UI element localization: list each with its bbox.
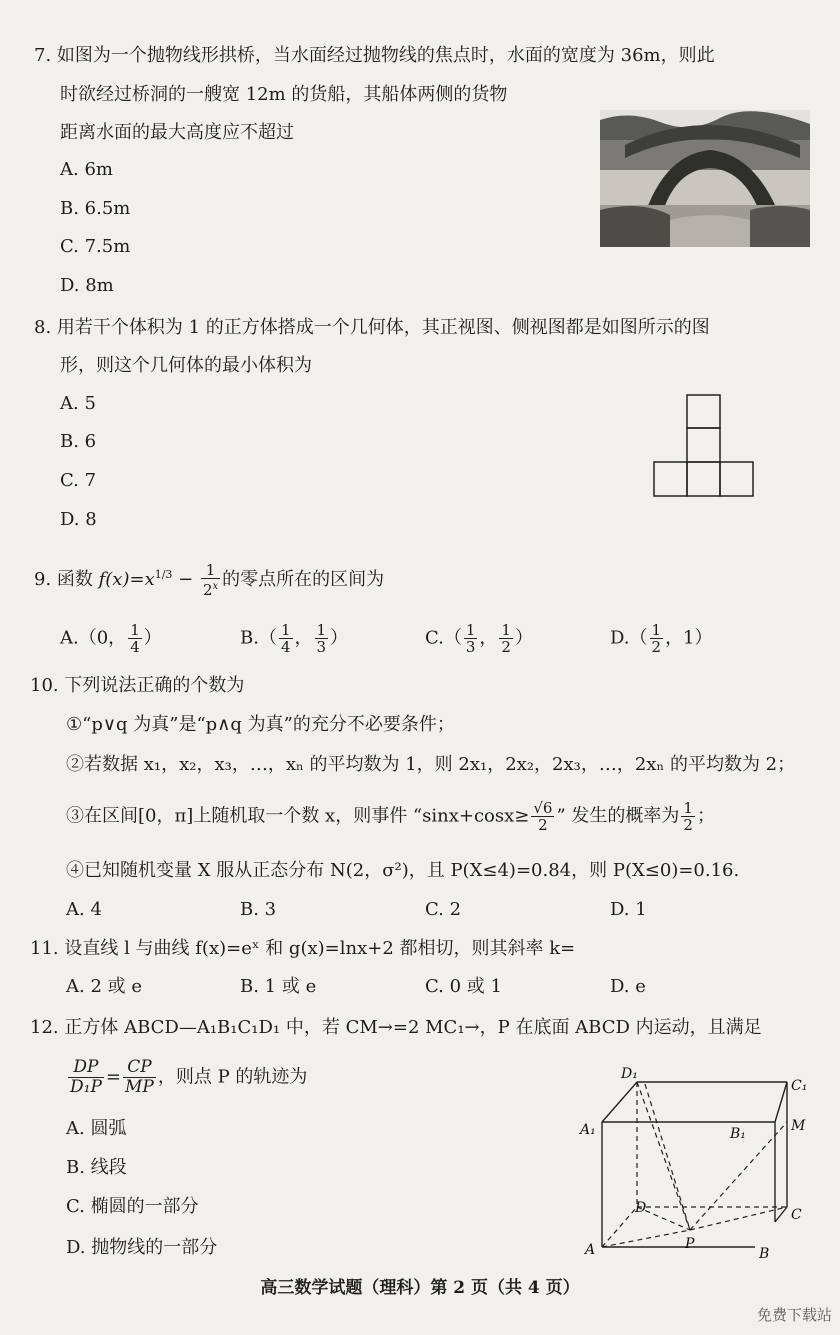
q10-statement-3: ③在区间[0，π]上随机取一个数 x，则事件 “sinx+cosx≥ $\frac{√6}{2}$ ” 发生的概率为 $\frac{1}{2}$ ； — [66, 799, 715, 834]
q8-option-d: D. 8 — [60, 509, 97, 530]
label-c: C — [791, 1207, 802, 1223]
q7-line3: 距离水面的最大高度应不超过 — [60, 122, 294, 143]
label-d1: D₁ — [621, 1066, 638, 1082]
label-m: M — [791, 1118, 806, 1134]
label-b1: B₁ — [730, 1126, 746, 1142]
q11-option-d: D. e — [610, 976, 646, 997]
q7-line1: 7. 如图为一个抛物线形拱桥，当水面经过抛物线的焦点时，水面的宽度为 36m，则此 — [34, 45, 715, 66]
page-footer: 高三数学试题（理科）第 2 页（共 4 页） — [260, 1278, 580, 1298]
q10-option-d: D. 1 — [610, 899, 647, 920]
q7-option-c: C. 7.5m — [60, 236, 131, 257]
q12-line1: 12. 正方体 ABCD—A₁B₁C₁D₁ 中，若 CM→=2 MC₁→，P 在底面 ABCD 内运动，且满足 — [30, 1017, 762, 1038]
cube-figure — [575, 1062, 815, 1262]
q7-option-d: D. 8m — [60, 275, 114, 296]
label-a: A — [585, 1242, 596, 1258]
q8-option-c: C. 7 — [60, 470, 97, 491]
q10-statement-4: ④已知随机变量 X 服从正态分布 N(2，σ²)，且 P(X≤4)=0.84，则 P(X≤0)=0.16. — [66, 860, 740, 881]
label-a1: A₁ — [580, 1122, 596, 1138]
q7-option-a: A. 6m — [60, 159, 113, 180]
q10-option-c: C. 2 — [425, 899, 462, 920]
q11-option-a: A. 2 或 e — [66, 976, 142, 997]
q8-line2: 形，则这个几何体的最小体积为 — [60, 355, 312, 376]
label-p: P — [685, 1236, 695, 1252]
q12-option-b: B. 线段 — [66, 1157, 127, 1178]
q9-option-c: C.（ $\frac{1}{3}$ ， $\frac{1}{2}$ ） — [425, 621, 533, 656]
q10-stem: 10. 下列说法正确的个数为 — [30, 675, 245, 696]
q12-option-a: A. 圆弧 — [66, 1118, 127, 1139]
q10-statement-1: ①“p∨q 为真”是“p∧q 为真”的充分不必要条件； — [66, 714, 455, 735]
q9-stem-func: f(x)=x — [98, 569, 155, 590]
q9-option-b: B.（ $\frac{1}{4}$ ， $\frac{1}{3}$ ） — [240, 621, 349, 656]
q12-option-c: C. 椭圆的一部分 — [66, 1196, 199, 1217]
q12-line2: $\frac{DP}{\text{D₁P}}$ = $\frac{CP}{MP}$ ，则点 P 的轨迹为 — [70, 1057, 308, 1097]
q7-option-b: B. 6.5m — [60, 198, 131, 219]
q9-exponent: 1/3 — [154, 568, 173, 581]
q8-option-b: B. 6 — [60, 431, 97, 452]
q10-option-b: B. 3 — [240, 899, 277, 920]
q11-option-c: C. 0 或 1 — [425, 976, 502, 997]
q9-stem: 9. 函数 $f(x)=x^{1/3}$ − $\frac{1}{2^x}$ 的零点所在的区间为 — [34, 561, 385, 599]
q9-fraction: $\frac{1}{2^x}$ — [202, 561, 219, 599]
cube-view-figure — [650, 392, 760, 502]
q10-statement-2: ②若数据 x₁，x₂，x₃，…，xₙ 的平均数为 1，则 2x₁，2x₂，2x₃，…，2xₙ 的平均数为 2； — [66, 754, 796, 775]
q9-stem-prefix: 9. 函数 — [34, 569, 99, 590]
q8-line1: 8. 用若干个体积为 1 的正方体搭成一个几何体，其正视图、侧视图都是如图所示的图 — [34, 317, 710, 338]
q10-option-a: A. 4 — [66, 899, 102, 920]
q8-option-a: A. 5 — [60, 393, 96, 414]
q9-option-a: A.（0， $\frac{1}{4}$ ） — [60, 621, 162, 656]
q9-option-d: D.（ $\frac{1}{2}$ ，1） — [610, 621, 713, 656]
arch-bridge-photo — [600, 110, 810, 247]
q9-stem-suffix: 的零点所在的区间为 — [222, 569, 385, 590]
q11-stem: 11. 设直线 l 与曲线 f(x)=eˣ 和 g(x)=lnx+2 都相切，则其斜率 k= — [30, 938, 576, 959]
label-d: D — [635, 1200, 647, 1216]
watermark-text: 免费下载站 — [756, 1306, 832, 1324]
q11-option-b: B. 1 或 e — [240, 976, 317, 997]
q12-option-d: D. 抛物线的一部分 — [66, 1237, 218, 1258]
watermark — [757, 1304, 832, 1325]
q7-line2: 时欲经过桥洞的一艘宽 12m 的货船，其船体两侧的货物 — [60, 84, 508, 105]
label-b: B — [759, 1246, 770, 1262]
label-c1: C₁ — [791, 1078, 808, 1094]
